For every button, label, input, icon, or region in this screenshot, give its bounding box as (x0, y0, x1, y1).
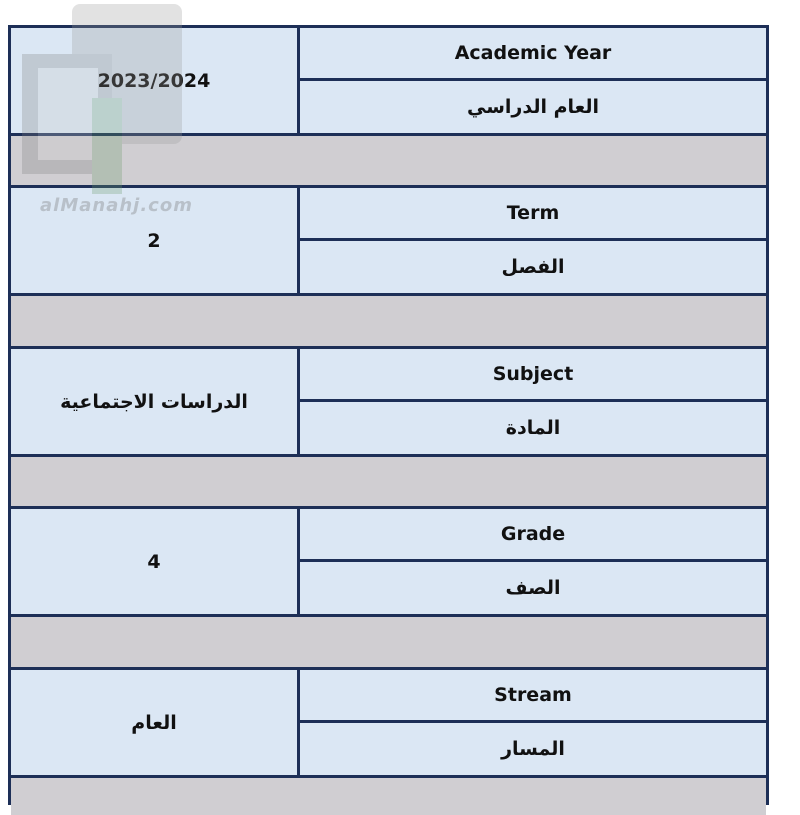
row-subject (11, 349, 766, 454)
term-label-ar: الفصل (300, 241, 766, 293)
separator-row (11, 293, 766, 349)
subject-label-en: Subject (300, 349, 766, 402)
separator-row (11, 454, 766, 509)
academic-year-label-ar: العام الدراسي (300, 81, 766, 133)
term-label-en: Term (300, 188, 766, 241)
grade-label-ar: الصف (300, 562, 766, 614)
row-academic-year (11, 28, 766, 133)
academic-year-label-en: Academic Year (300, 28, 766, 81)
separator-row (11, 614, 766, 670)
stream-label-en: Stream (300, 670, 766, 723)
separator-row (11, 775, 766, 815)
grade-value: 4 (11, 509, 300, 614)
stream-value: العام (11, 670, 300, 775)
term-value: 2 (11, 188, 300, 293)
row-stream (11, 670, 766, 775)
stream-label-ar: المسار (300, 723, 766, 775)
grade-label-en: Grade (300, 509, 766, 562)
academic-year-value: 2023/2024 (11, 28, 300, 133)
row-grade (11, 509, 766, 614)
separator-row (11, 133, 766, 188)
watermark-text: alManahj.com (40, 195, 193, 216)
info-table (8, 25, 769, 805)
subject-label-ar: المادة (300, 402, 766, 454)
subject-value: الدراسات الاجتماعية (11, 349, 300, 454)
